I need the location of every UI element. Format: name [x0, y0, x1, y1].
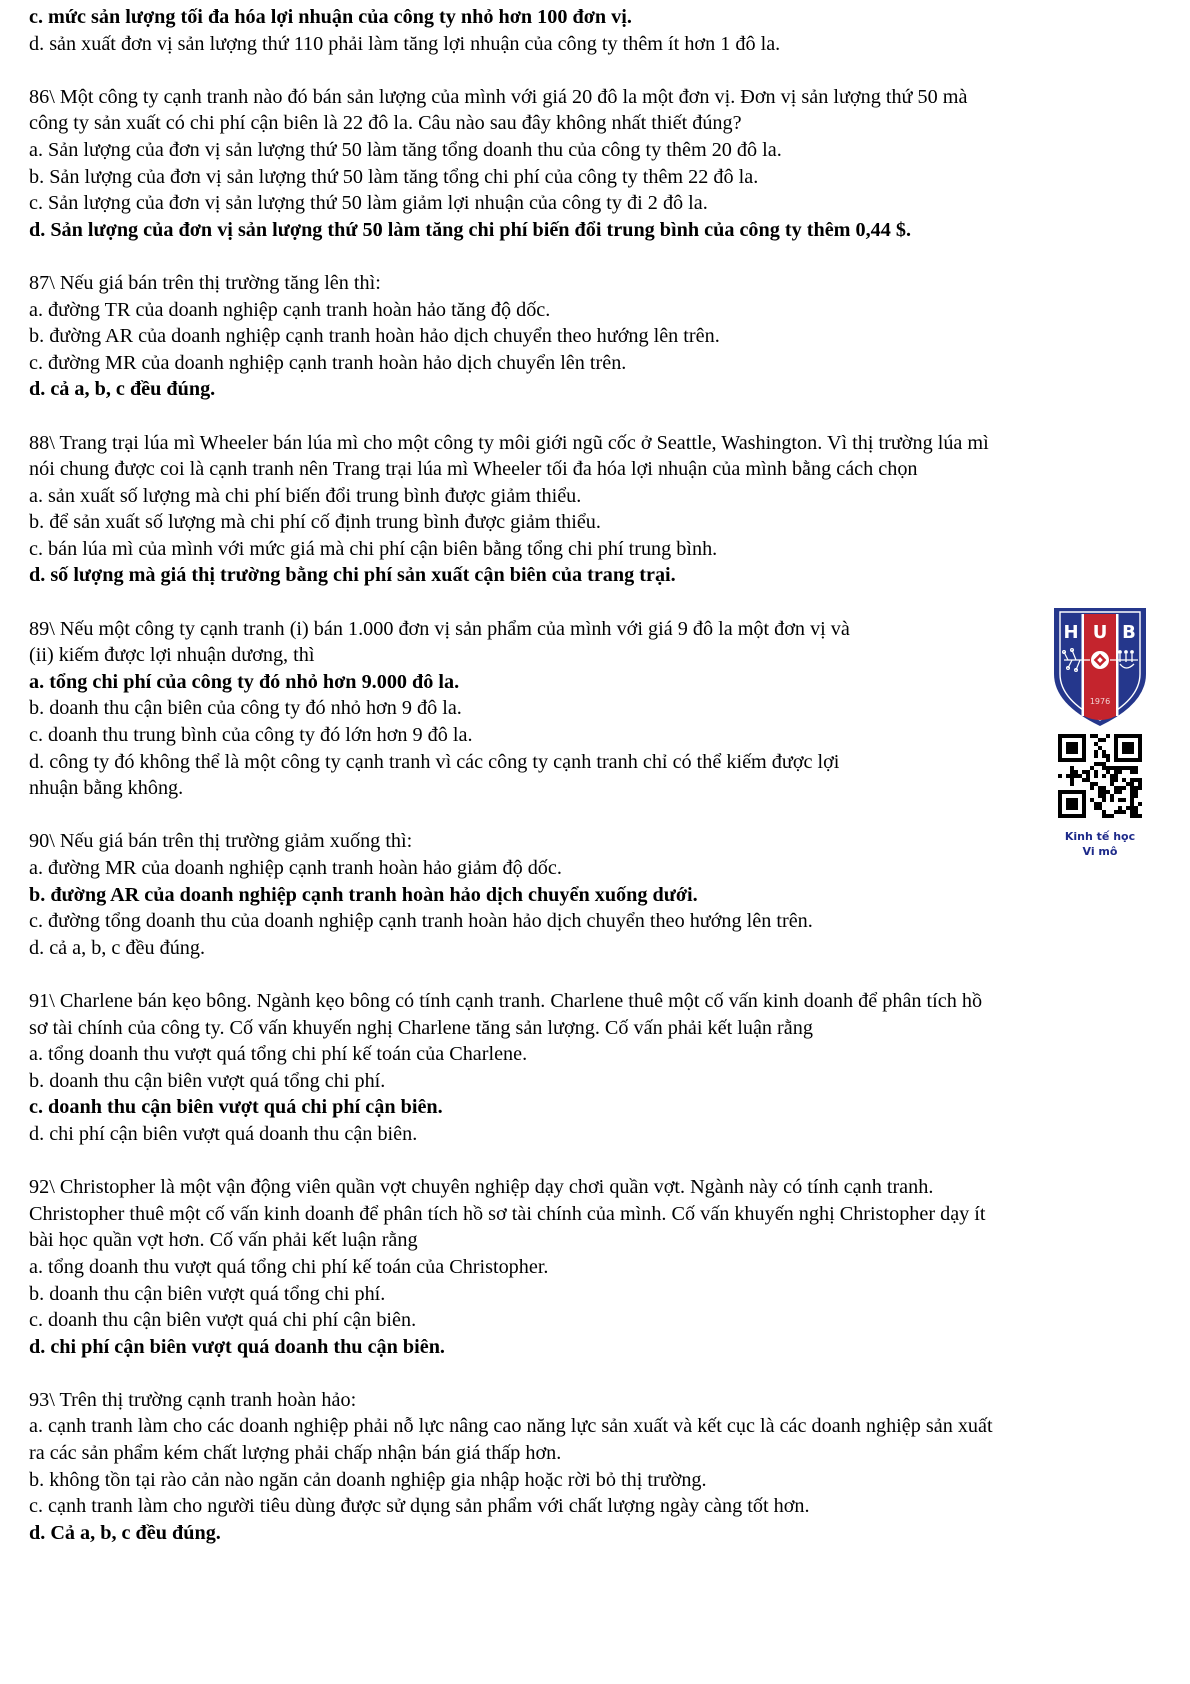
- hub-logo: [1040, 604, 1160, 728]
- option-d: d. sản xuất đơn vị sản lượng thứ 110 phải làm tăng lợi nhuận của công ty thêm ít hơn 1 đô la.: [29, 32, 781, 55]
- question-stem: 88\ Trang trại lúa mì Wheeler bán lúa mì cho một công ty môi giới ngũ cốc ở Seattle, Washington. Vì thị trường lúa mì: [29, 431, 989, 454]
- badge-caption-line2: Vi mô: [1082, 845, 1118, 858]
- previous-question-tail: [29, 4, 1179, 57]
- paragraph-gap: [29, 1360, 1179, 1387]
- option-d: d. cả a, b, c đều đúng.: [29, 936, 206, 959]
- option-b: b. đường AR của doanh nghiệp cạnh tranh hoàn hảo dịch chuyển theo hướng lên trên.: [29, 325, 720, 348]
- qr-code-icon[interactable]: [1058, 734, 1142, 818]
- option-d-correct: d. số lượng mà giá thị trường bằng chi phí sản xuất cận biên của trang trại.: [29, 564, 676, 587]
- option-c: c. doanh thu cận biên vượt quá chi phí cận biên.: [29, 1309, 417, 1332]
- paragraph-gap: [29, 57, 1179, 84]
- question-stem: sơ tài chính của công ty. Cố vấn khuyến nghị Charlene tăng sản lượng. Cố vấn phải kết luận rằng: [29, 1016, 813, 1039]
- question-89: [29, 616, 1179, 802]
- paragraph-gap: [29, 802, 1179, 829]
- option-b: b. doanh thu cận biên vượt quá tổng chi phí.: [29, 1282, 386, 1305]
- option-b: b. doanh thu cận biên của công ty đó nhỏ hơn 9 đô la.: [29, 697, 462, 720]
- hub-letter-b: B: [1122, 622, 1136, 643]
- question-stem: 87\ Nếu giá bán trên thị trường tăng lên thì:: [29, 271, 381, 294]
- option-a: a. sản xuất số lượng mà chi phí biến đổi trung bình được giảm thiểu.: [29, 484, 582, 507]
- option-d-correct: d. Cả a, b, c đều đúng.: [29, 1521, 221, 1544]
- question-86: [29, 84, 1179, 244]
- question-91: [29, 988, 1179, 1148]
- option-a: a. tổng doanh thu vượt quá tổng chi phí kế toán của Christopher.: [29, 1255, 549, 1278]
- question-stem: bài học quần vợt hơn. Cố vấn phải kết luận rằng: [29, 1229, 418, 1252]
- question-90: [29, 828, 1179, 961]
- option-a: a. đường MR của doanh nghiệp cạnh tranh hoàn hảo giảm độ dốc.: [29, 857, 562, 879]
- hub-badge: [1040, 604, 1160, 864]
- paragraph-gap: [29, 243, 1179, 270]
- option-a-continued: ra các sản phẩm kém chất lượng phải chấp nhận bán giá thấp hơn.: [29, 1442, 562, 1465]
- hub-letter-h: H: [1063, 622, 1079, 643]
- option-c: c. đường MR của doanh nghiệp cạnh tranh hoàn hảo dịch chuyển lên trên.: [29, 351, 627, 374]
- option-d: d. chi phí cận biên vượt quá doanh thu cận biên.: [29, 1122, 418, 1145]
- question-stem: 93\ Trên thị trường cạnh tranh hoàn hảo:: [29, 1388, 357, 1411]
- paragraph-gap: [29, 589, 1179, 616]
- question-stem: 91\ Charlene bán kẹo bông. Ngành kẹo bông có tính cạnh tranh. Charlene thuê một cố vấn kinh doanh để phân tích hồ: [29, 989, 983, 1012]
- option-c-correct: c. doanh thu cận biên vượt quá chi phí cận biên.: [29, 1096, 443, 1119]
- question-stem: (ii) kiếm được lợi nhuận dương, thì: [29, 644, 315, 667]
- paragraph-gap: [29, 961, 1179, 988]
- option-b: b. doanh thu cận biên vượt quá tổng chi phí.: [29, 1069, 386, 1092]
- option-d-correct: d. Sản lượng của đơn vị sản lượng thứ 50 làm tăng chi phí biến đổi trung bình của công ty thêm 0,44 $.: [29, 218, 912, 241]
- option-a-correct: a. tổng chi phí của công ty đó nhỏ hơn 9.000 đô la.: [29, 670, 460, 693]
- question-stem: công ty sản xuất có chi phí cận biên là 22 đô la. Câu nào sau đây không nhất thiết đúng?: [29, 112, 742, 135]
- question-92: [29, 1174, 1179, 1360]
- option-c: c. doanh thu trung bình của công ty đó lớn hơn 9 đô la.: [29, 724, 473, 747]
- question-stem: Christopher thuê một cố vấn kinh doanh để phân tích hồ sơ tài chính của mình. Cố vấn khuyến nghị Christopher dạy ít: [29, 1202, 986, 1225]
- option-b: b. không tồn tại rào cản nào ngăn cản doanh nghiệp gia nhập hoặc rời bỏ thị trường.: [29, 1468, 707, 1491]
- question-88: [29, 430, 1179, 590]
- option-d-correct: d. cả a, b, c đều đúng.: [29, 378, 216, 401]
- hub-year: 1976: [1089, 697, 1111, 706]
- option-b: b. để sản xuất số lượng mà chi phí cố định trung bình được giảm thiểu.: [29, 511, 601, 534]
- option-a: a. đường TR của doanh nghiệp cạnh tranh hoàn hảo tăng độ dốc.: [29, 298, 551, 321]
- option-a: a. Sản lượng của đơn vị sản lượng thứ 50 làm tăng tổng doanh thu của công ty thêm 20 đô la.: [29, 138, 782, 161]
- option-d-continued: nhuận bằng không.: [29, 777, 184, 800]
- option-d-correct: d. chi phí cận biên vượt quá doanh thu cận biên.: [29, 1335, 445, 1358]
- option-c: c. đường tổng doanh thu của doanh nghiệp cạnh tranh hoàn hảo dịch chuyển theo hướng lên trên.: [29, 910, 813, 933]
- question-stem: 92\ Christopher là một vận động viên quần vợt chuyên nghiệp dạy chơi quần vợt. Ngành này có tính cạnh tranh.: [29, 1176, 934, 1199]
- badge-caption-line1: Kinh tế học: [1064, 830, 1136, 843]
- option-a: a. tổng doanh thu vượt quá tổng chi phí kế toán của Charlene.: [29, 1043, 528, 1066]
- paragraph-gap: [29, 403, 1179, 430]
- question-stem: 86\ Một công ty cạnh tranh nào đó bán sản lượng của mình với giá 20 đô la một đơn vị. Đơn vị sản lượng thứ 50 mà: [29, 85, 968, 108]
- option-b-correct: b. đường AR của doanh nghiệp cạnh tranh hoàn hảo dịch chuyển xuống dưới.: [29, 883, 698, 906]
- question-93: [29, 1387, 1179, 1547]
- question-87: [29, 270, 1179, 403]
- coin-emblem-icon: [1091, 651, 1109, 669]
- question-stem: nói chung được coi là cạnh tranh nên Trang trại lúa mì Wheeler tối đa hóa lợi nhuận của mình bằng cách chọn: [29, 458, 918, 481]
- hub-letter-u: U: [1092, 622, 1108, 643]
- option-d: d. công ty đó không thể là một công ty cạnh tranh vì các công ty cạnh tranh chỉ có thể kiếm được lợi: [29, 750, 840, 773]
- paragraph-gap: [29, 1148, 1179, 1175]
- option-c: c. Sản lượng của đơn vị sản lượng thứ 50 làm giảm lợi nhuận của công ty đi 2 đô la.: [29, 192, 708, 215]
- question-stem: 89\ Nếu một công ty cạnh tranh (i) bán 1.000 đơn vị sản phẩm của mình với giá 9 đô la một đơn vị và: [29, 617, 850, 640]
- option-a: a. cạnh tranh làm cho các doanh nghiệp phải nỗ lực nâng cao năng lực sản xuất và kết cục là các doanh nghiệp sản xuất: [29, 1415, 993, 1438]
- question-stem: 90\ Nếu giá bán trên thị trường giảm xuống thì:: [29, 830, 413, 853]
- option-c-correct: c. mức sản lượng tối đa hóa lợi nhuận của công ty nhỏ hơn 100 đơn vị.: [29, 6, 632, 28]
- document-page: [29, 4, 1179, 1546]
- option-c: c. bán lúa mì của mình với mức giá mà chi phí cận biên bằng tổng chi phí trung bình.: [29, 537, 718, 560]
- option-c: c. cạnh tranh làm cho người tiêu dùng được sử dụng sản phẩm với chất lượng ngày càng tốt hơn.: [29, 1495, 810, 1518]
- option-b: b. Sản lượng của đơn vị sản lượng thứ 50 làm tăng tổng chi phí của công ty thêm 22 đô la.: [29, 165, 759, 188]
